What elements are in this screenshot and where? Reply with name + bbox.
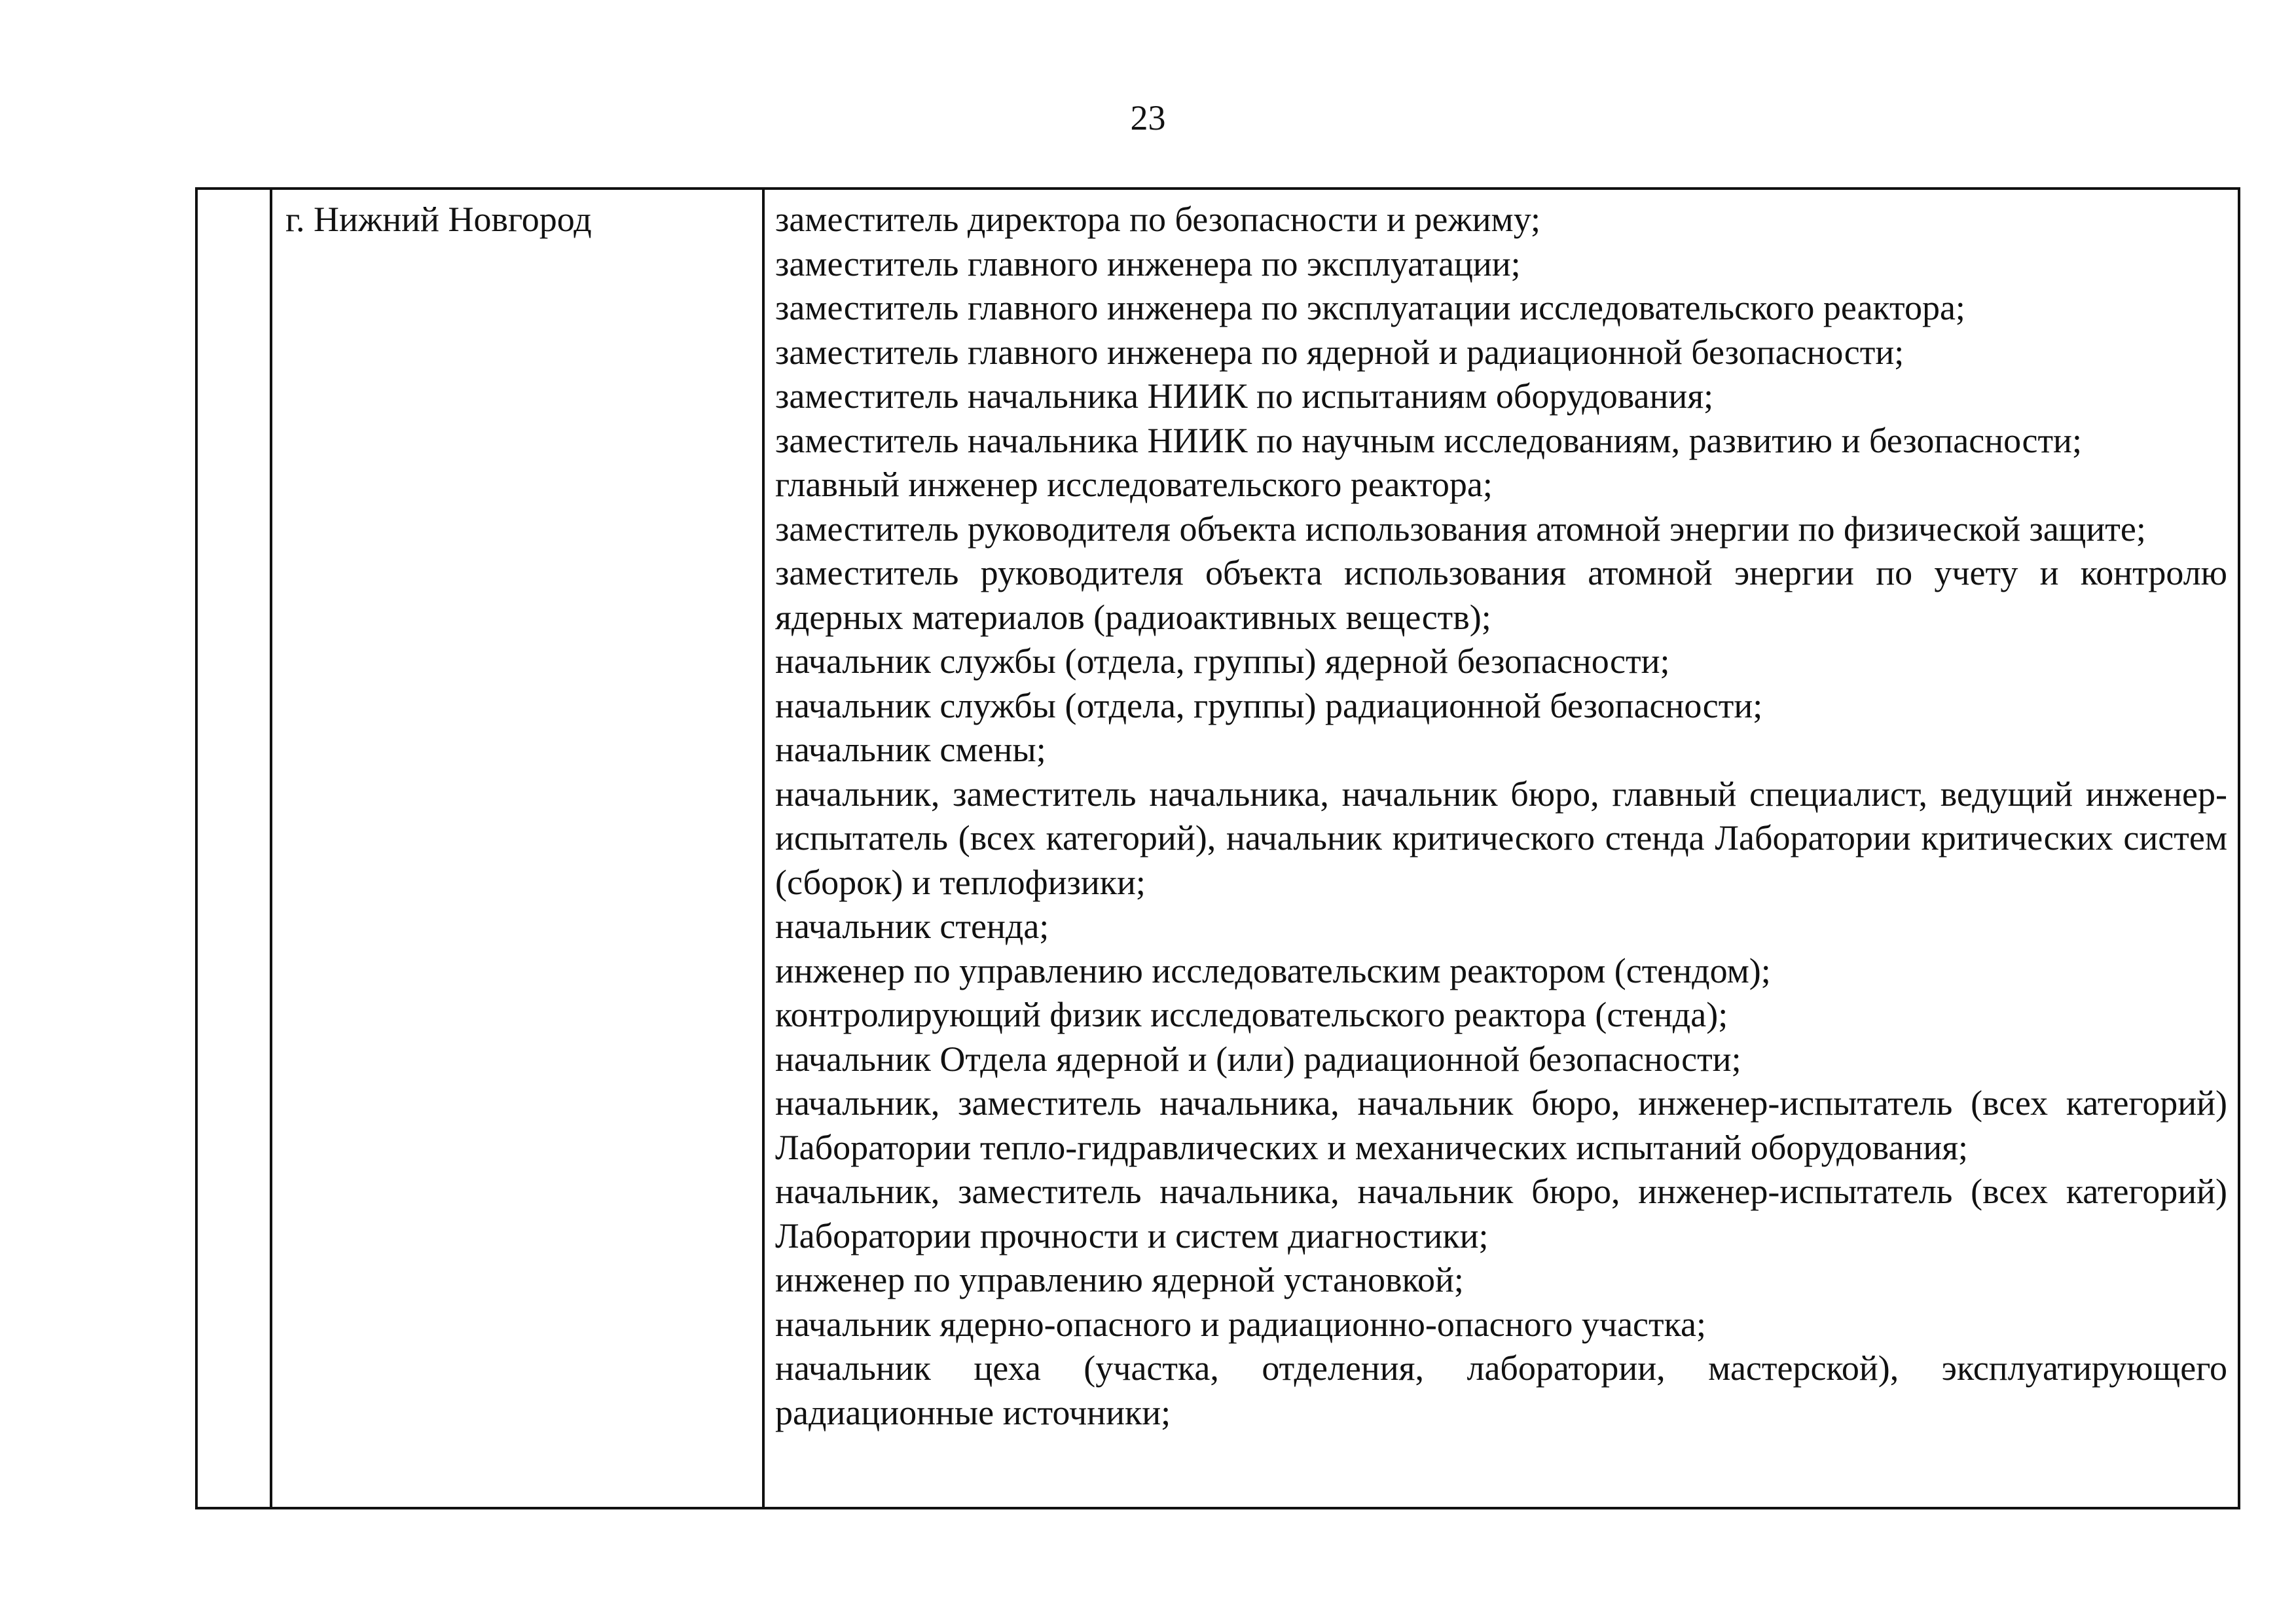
position-item: начальник цеха (участка, отделения, лаборатории, мастерской), эксплуатирующего радиационные источники; bbox=[775, 1348, 2227, 1432]
position-item: начальник Отдела ядерной и (или) радиационной безопасности; bbox=[775, 1039, 1741, 1079]
position-item: заместитель начальника НИИК по испытаниям оборудования; bbox=[775, 376, 1714, 416]
position-item: начальник, заместитель начальника, начальник бюро, инженер-испытатель (всех категорий) Лаборатории тепло-гидравлических и механических испытаний оборудования; bbox=[775, 1083, 2227, 1167]
position-item: начальник, заместитель начальника, начальник бюро, главный специалист, ведущий инженер-испытатель (всех категорий), начальник критического стенда Лаборатории критических систем (сборок) и теплофизики; bbox=[775, 774, 2227, 902]
position-item: начальник службы (отдела, группы) ядерной безопасности; bbox=[775, 641, 1670, 681]
position-item: инженер по управлению исследовательским реактором (стендом); bbox=[775, 950, 1771, 990]
position-item: главный инженер исследовательского реактора; bbox=[775, 465, 1493, 504]
page-number: 23 bbox=[1130, 98, 1166, 137]
position-item: начальник ядерно-опасного и радиационно-опасного участка; bbox=[775, 1304, 1707, 1344]
position-item: начальник смены; bbox=[775, 730, 1046, 769]
position-item: заместитель главного инженера по эксплуатации; bbox=[775, 244, 1521, 283]
position-item: начальник стенда; bbox=[775, 907, 1049, 946]
position-item: заместитель руководителя объекта использования атомной энергии по учету и контролю ядерных материалов (радиоактивных веществ); bbox=[775, 553, 2227, 637]
positions-cell bbox=[765, 190, 2238, 1507]
position-item: заместитель главного инженера по эксплуатации исследовательского реактора; bbox=[775, 288, 1965, 327]
document-table bbox=[195, 187, 2240, 1509]
position-item: контролирующий физик исследовательского реактора (стенда); bbox=[775, 995, 1728, 1034]
position-item: заместитель главного инженера по ядерной и радиационной безопасности; bbox=[775, 332, 1904, 372]
position-item: заместитель руководителя объекта использования атомной энергии по физической защите; bbox=[775, 509, 2146, 549]
row-number-cell bbox=[198, 190, 272, 1507]
position-item: заместитель начальника НИИК по научным исследованиям, развитию и безопасности; bbox=[775, 420, 2082, 460]
position-item: инженер по управлению ядерной установкой; bbox=[775, 1260, 1464, 1299]
positions-list bbox=[775, 198, 2227, 1435]
position-item: начальник службы (отдела, группы) радиационной безопасности; bbox=[775, 685, 1763, 725]
city-cell: г. Нижний Новгород bbox=[272, 190, 765, 1507]
position-item: начальник, заместитель начальника, начальник бюро, инженер-испытатель (всех категорий) Лаборатории прочности и систем диагностики; bbox=[775, 1172, 2227, 1255]
position-item: заместитель директора по безопасности и режиму; bbox=[775, 200, 1540, 239]
